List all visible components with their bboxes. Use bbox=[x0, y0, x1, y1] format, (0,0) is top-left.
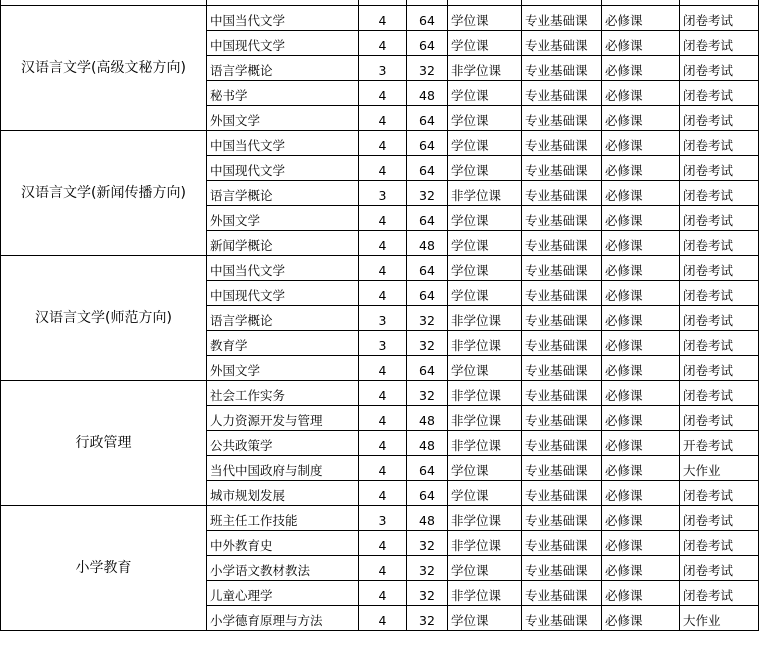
course-nature-cell: 必修课 bbox=[602, 306, 680, 331]
hours-cell: 48 bbox=[407, 506, 448, 531]
course-category-cell: 专业基础课 bbox=[522, 531, 602, 556]
credits-cell: 4 bbox=[359, 6, 407, 31]
course-name-cell: 语言学概论 bbox=[207, 181, 359, 206]
course-name-cell: 中国当代文学 bbox=[207, 6, 359, 31]
course-name-cell: 新闻学概论 bbox=[207, 231, 359, 256]
course-name-cell: 班主任工作技能 bbox=[207, 506, 359, 531]
degree-type-cell: 非学位课 bbox=[448, 581, 522, 606]
course-name-cell: 语言学概论 bbox=[207, 56, 359, 81]
course-category-cell: 专业基础课 bbox=[522, 31, 602, 56]
course-nature-cell: 必修课 bbox=[602, 456, 680, 481]
hours-cell: 64 bbox=[407, 356, 448, 381]
hours-cell: 64 bbox=[407, 156, 448, 181]
degree-type-cell: 非学位课 bbox=[448, 331, 522, 356]
degree-type-cell: 学位课 bbox=[448, 131, 522, 156]
table-row bbox=[1, 506, 759, 531]
course-category-cell: 专业基础课 bbox=[522, 256, 602, 281]
credits-cell: 4 bbox=[359, 356, 407, 381]
hours-cell: 32 bbox=[407, 331, 448, 356]
exam-method-cell: 闭卷考试 bbox=[680, 406, 759, 431]
course-category-cell: 专业基础课 bbox=[522, 381, 602, 406]
major-cell: 行政管理 bbox=[1, 381, 207, 506]
course-category-cell: 专业基础课 bbox=[522, 81, 602, 106]
exam-method-cell: 大作业 bbox=[680, 456, 759, 481]
exam-method-cell: 大作业 bbox=[680, 606, 759, 631]
course-name-cell: 当代中国政府与制度 bbox=[207, 456, 359, 481]
course-table-body bbox=[1, 0, 759, 631]
table-row bbox=[1, 6, 759, 31]
course-category-cell: 专业基础课 bbox=[522, 6, 602, 31]
exam-method-cell: 闭卷考试 bbox=[680, 381, 759, 406]
course-nature-cell: 必修课 bbox=[602, 156, 680, 181]
credits-cell: 3 bbox=[359, 181, 407, 206]
course-nature-cell: 必修课 bbox=[602, 406, 680, 431]
hours-cell: 48 bbox=[407, 81, 448, 106]
course-name-cell: 小学德育原理与方法 bbox=[207, 606, 359, 631]
degree-type-cell: 非学位课 bbox=[448, 306, 522, 331]
table-row bbox=[1, 381, 759, 406]
hours-cell: 64 bbox=[407, 481, 448, 506]
credits-cell: 4 bbox=[359, 456, 407, 481]
hours-cell: 48 bbox=[407, 406, 448, 431]
course-nature-cell: 必修课 bbox=[602, 481, 680, 506]
hours-cell: 48 bbox=[407, 431, 448, 456]
degree-type-cell: 学位课 bbox=[448, 106, 522, 131]
course-name-cell: 城市规划发展 bbox=[207, 481, 359, 506]
degree-type-cell: 学位课 bbox=[448, 556, 522, 581]
table-row bbox=[1, 131, 759, 156]
course-nature-cell: 必修课 bbox=[602, 581, 680, 606]
course-category-cell: 专业基础课 bbox=[522, 131, 602, 156]
credits-cell: 4 bbox=[359, 156, 407, 181]
degree-type-cell: 非学位课 bbox=[448, 56, 522, 81]
degree-type-cell: 非学位课 bbox=[448, 381, 522, 406]
course-name-cell: 小学语文教材教法 bbox=[207, 556, 359, 581]
credits-cell: 4 bbox=[359, 431, 407, 456]
course-category-cell: 专业基础课 bbox=[522, 606, 602, 631]
course-name-cell: 中外教育史 bbox=[207, 531, 359, 556]
course-category-cell: 专业基础课 bbox=[522, 581, 602, 606]
course-nature-cell: 必修课 bbox=[602, 506, 680, 531]
hours-cell: 64 bbox=[407, 6, 448, 31]
course-category-cell: 专业基础课 bbox=[522, 106, 602, 131]
course-name-cell: 中国当代文学 bbox=[207, 256, 359, 281]
degree-type-cell: 学位课 bbox=[448, 6, 522, 31]
hours-cell: 48 bbox=[407, 231, 448, 256]
degree-type-cell: 非学位课 bbox=[448, 531, 522, 556]
hours-cell: 32 bbox=[407, 606, 448, 631]
hours-cell: 32 bbox=[407, 531, 448, 556]
course-category-cell: 专业基础课 bbox=[522, 431, 602, 456]
credits-cell: 4 bbox=[359, 31, 407, 56]
exam-method-cell: 闭卷考试 bbox=[680, 231, 759, 256]
exam-method-cell: 开卷考试 bbox=[680, 431, 759, 456]
credits-cell: 3 bbox=[359, 331, 407, 356]
credits-cell: 4 bbox=[359, 581, 407, 606]
credits-cell: 3 bbox=[359, 306, 407, 331]
degree-type-cell: 学位课 bbox=[448, 31, 522, 56]
major-cell: 小学教育 bbox=[1, 506, 207, 631]
table-row bbox=[1, 256, 759, 281]
course-nature-cell: 必修课 bbox=[602, 231, 680, 256]
course-category-cell: 专业基础课 bbox=[522, 206, 602, 231]
course-category-cell: 专业基础课 bbox=[522, 506, 602, 531]
course-category-cell: 专业基础课 bbox=[522, 56, 602, 81]
degree-type-cell: 学位课 bbox=[448, 81, 522, 106]
degree-type-cell: 非学位课 bbox=[448, 506, 522, 531]
course-name-cell: 社会工作实务 bbox=[207, 381, 359, 406]
course-name-cell: 人力资源开发与管理 bbox=[207, 406, 359, 431]
course-name-cell: 秘书学 bbox=[207, 81, 359, 106]
credits-cell: 4 bbox=[359, 556, 407, 581]
degree-type-cell: 学位课 bbox=[448, 606, 522, 631]
course-nature-cell: 必修课 bbox=[602, 531, 680, 556]
course-name-cell: 儿童心理学 bbox=[207, 581, 359, 606]
credits-cell: 4 bbox=[359, 231, 407, 256]
exam-method-cell: 闭卷考试 bbox=[680, 481, 759, 506]
degree-type-cell: 非学位课 bbox=[448, 406, 522, 431]
major-cell: 汉语言文学(高级文秘方向) bbox=[1, 6, 207, 131]
credits-cell: 4 bbox=[359, 131, 407, 156]
course-category-cell: 专业基础课 bbox=[522, 356, 602, 381]
course-category-cell: 专业基础课 bbox=[522, 481, 602, 506]
course-nature-cell: 必修课 bbox=[602, 31, 680, 56]
course-name-cell: 中国现代文学 bbox=[207, 156, 359, 181]
exam-method-cell: 闭卷考试 bbox=[680, 356, 759, 381]
hours-cell: 64 bbox=[407, 31, 448, 56]
hours-cell: 32 bbox=[407, 581, 448, 606]
course-category-cell: 专业基础课 bbox=[522, 156, 602, 181]
credits-cell: 4 bbox=[359, 106, 407, 131]
credits-cell: 4 bbox=[359, 206, 407, 231]
course-nature-cell: 必修课 bbox=[602, 6, 680, 31]
exam-method-cell: 闭卷考试 bbox=[680, 156, 759, 181]
course-name-cell: 中国现代文学 bbox=[207, 281, 359, 306]
degree-type-cell: 非学位课 bbox=[448, 181, 522, 206]
course-nature-cell: 必修课 bbox=[602, 131, 680, 156]
hours-cell: 64 bbox=[407, 456, 448, 481]
exam-method-cell: 闭卷考试 bbox=[680, 31, 759, 56]
course-category-cell: 专业基础课 bbox=[522, 306, 602, 331]
course-name-cell: 中国当代文学 bbox=[207, 131, 359, 156]
hours-cell: 32 bbox=[407, 306, 448, 331]
course-nature-cell: 必修课 bbox=[602, 356, 680, 381]
hours-cell: 64 bbox=[407, 131, 448, 156]
course-category-cell: 专业基础课 bbox=[522, 331, 602, 356]
course-category-cell: 专业基础课 bbox=[522, 181, 602, 206]
exam-method-cell: 闭卷考试 bbox=[680, 256, 759, 281]
course-name-cell: 语言学概论 bbox=[207, 306, 359, 331]
degree-type-cell: 学位课 bbox=[448, 256, 522, 281]
degree-type-cell: 学位课 bbox=[448, 356, 522, 381]
hours-cell: 64 bbox=[407, 256, 448, 281]
hours-cell: 32 bbox=[407, 56, 448, 81]
course-nature-cell: 必修课 bbox=[602, 381, 680, 406]
credits-cell: 4 bbox=[359, 81, 407, 106]
exam-method-cell: 闭卷考试 bbox=[680, 131, 759, 156]
course-name-cell: 外国文学 bbox=[207, 206, 359, 231]
exam-method-cell: 闭卷考试 bbox=[680, 506, 759, 531]
course-name-cell: 中国现代文学 bbox=[207, 31, 359, 56]
exam-method-cell: 闭卷考试 bbox=[680, 556, 759, 581]
degree-type-cell: 非学位课 bbox=[448, 431, 522, 456]
hours-cell: 64 bbox=[407, 281, 448, 306]
exam-method-cell: 闭卷考试 bbox=[680, 581, 759, 606]
degree-type-cell: 学位课 bbox=[448, 481, 522, 506]
course-category-cell: 专业基础课 bbox=[522, 231, 602, 256]
course-category-cell: 专业基础课 bbox=[522, 456, 602, 481]
degree-type-cell: 学位课 bbox=[448, 156, 522, 181]
credits-cell: 4 bbox=[359, 481, 407, 506]
credits-cell: 4 bbox=[359, 381, 407, 406]
course-name-cell: 公共政策学 bbox=[207, 431, 359, 456]
credits-cell: 4 bbox=[359, 406, 407, 431]
course-nature-cell: 必修课 bbox=[602, 256, 680, 281]
course-nature-cell: 必修课 bbox=[602, 181, 680, 206]
hours-cell: 32 bbox=[407, 381, 448, 406]
credits-cell: 4 bbox=[359, 606, 407, 631]
hours-cell: 64 bbox=[407, 106, 448, 131]
exam-method-cell: 闭卷考试 bbox=[680, 56, 759, 81]
exam-method-cell: 闭卷考试 bbox=[680, 106, 759, 131]
exam-method-cell: 闭卷考试 bbox=[680, 206, 759, 231]
course-category-cell: 专业基础课 bbox=[522, 281, 602, 306]
degree-type-cell: 学位课 bbox=[448, 231, 522, 256]
credits-cell: 4 bbox=[359, 531, 407, 556]
exam-method-cell: 闭卷考试 bbox=[680, 306, 759, 331]
course-nature-cell: 必修课 bbox=[602, 556, 680, 581]
exam-method-cell: 闭卷考试 bbox=[680, 331, 759, 356]
degree-type-cell: 学位课 bbox=[448, 281, 522, 306]
credits-cell: 3 bbox=[359, 56, 407, 81]
major-cell: 汉语言文学(师范方向) bbox=[1, 256, 207, 381]
exam-method-cell: 闭卷考试 bbox=[680, 281, 759, 306]
major-cell: 汉语言文学(新闻传播方向) bbox=[1, 131, 207, 256]
course-nature-cell: 必修课 bbox=[602, 206, 680, 231]
course-nature-cell: 必修课 bbox=[602, 606, 680, 631]
degree-type-cell: 学位课 bbox=[448, 206, 522, 231]
course-nature-cell: 必修课 bbox=[602, 331, 680, 356]
exam-method-cell: 闭卷考试 bbox=[680, 81, 759, 106]
credits-cell: 4 bbox=[359, 256, 407, 281]
credits-cell: 3 bbox=[359, 506, 407, 531]
credits-cell: 4 bbox=[359, 281, 407, 306]
course-category-cell: 专业基础课 bbox=[522, 406, 602, 431]
exam-method-cell: 闭卷考试 bbox=[680, 6, 759, 31]
course-nature-cell: 必修课 bbox=[602, 81, 680, 106]
hours-cell: 32 bbox=[407, 181, 448, 206]
course-category-cell: 专业基础课 bbox=[522, 556, 602, 581]
course-nature-cell: 必修课 bbox=[602, 431, 680, 456]
course-nature-cell: 必修课 bbox=[602, 56, 680, 81]
course-name-cell: 外国文学 bbox=[207, 106, 359, 131]
exam-method-cell: 闭卷考试 bbox=[680, 531, 759, 556]
hours-cell: 32 bbox=[407, 556, 448, 581]
course-nature-cell: 必修课 bbox=[602, 281, 680, 306]
course-name-cell: 教育学 bbox=[207, 331, 359, 356]
exam-method-cell: 闭卷考试 bbox=[680, 181, 759, 206]
degree-type-cell: 学位课 bbox=[448, 456, 522, 481]
course-nature-cell: 必修课 bbox=[602, 106, 680, 131]
course-name-cell: 外国文学 bbox=[207, 356, 359, 381]
hours-cell: 64 bbox=[407, 206, 448, 231]
